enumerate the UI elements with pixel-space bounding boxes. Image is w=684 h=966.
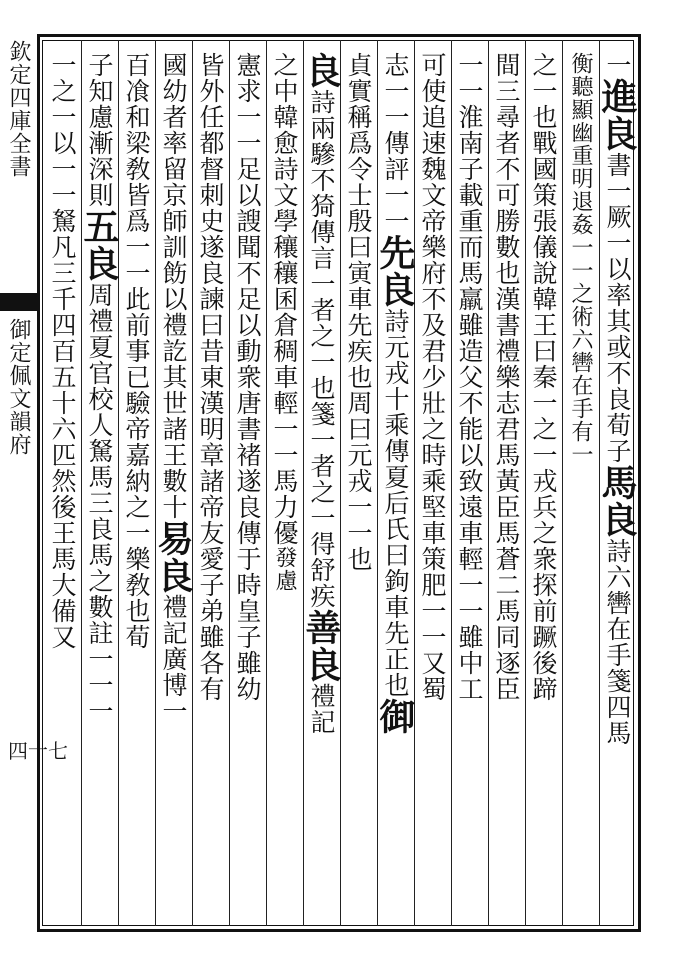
text-segment: 皆外任都督刺史遂良諫曰昔東漢明章諸帝友愛子弟雖各有 [196,52,225,702]
headword: 進良 [596,78,638,152]
book-title: 欽定四庫全書 [6,40,31,178]
headword: 良 [300,52,342,89]
text-segment: 詩六轡在手箋四馬 [603,538,632,746]
text-column [451,52,488,922]
text-column [488,52,525,922]
text-column [525,52,562,922]
column-divider [599,40,600,926]
text-column [414,52,451,922]
fish-tail-mark [0,293,40,311]
headword: 五良 [78,208,120,282]
publisher-label: 御定佩文韻府 [6,318,31,456]
text-segment: 貞實稱爲令士殷曰寅車先疾也周曰元戎一一也 [344,52,373,572]
page-number: 四十七 [8,739,68,763]
text-column [229,52,266,922]
text-segment: 子知慮漸深則 [85,52,114,208]
column-divider [229,40,230,926]
text-segment: 一一淮南子載重而馬羸雖造父不能以致遠車輕一一雖中工 [455,52,484,702]
text-segment: 志一一傳評一一 [381,52,410,234]
text-segment: 可使追速魏文帝樂府不及君少壯之時乘堅車策肥一一又蜀 [418,52,447,702]
text-column [300,52,342,922]
column-divider [192,40,193,926]
text-segment: 禮記廣博一 [159,594,188,724]
column-divider [525,40,526,926]
text-segment: 禮記 [307,683,336,735]
text-column [374,52,416,922]
column-divider [155,40,156,926]
text-segment: 詩兩驂不猗傳言一者之一也箋一者之一得舒疾 [307,89,336,609]
text-segment: 發慮 [272,546,297,592]
text-column [44,52,81,922]
text-segment: 間三尋者不可勝數也漢書禮樂志君馬黃臣馬蒼二馬同逐臣 [492,52,521,702]
text-segment: 一 [603,52,632,78]
column-divider [562,40,563,926]
text-segment: 之一也戰國策張儀說韓王曰秦一之一戎兵之衆探前蹶後蹄 [529,52,558,702]
column-divider [340,40,341,926]
text-segment: 詩元戎十乘傳夏后氏曰鉤車先正也 [381,308,410,698]
text-column [192,52,229,922]
text-segment: 憲求一一足以謏聞不足以動衆唐書褚遂良傳于時皇子雖幼 [233,52,262,702]
text-segment: 國幼者率留京師訓飭以禮訖其世諸王數十 [159,52,188,520]
headword: 先良 [374,234,416,308]
column-divider [118,40,119,926]
column-divider [414,40,415,926]
text-segment: 之中韓愈詩文學穰穰囷倉稠車輕一一馬力優 [270,52,299,546]
text-column [340,52,377,922]
text-column [118,52,155,922]
text-column [152,52,194,922]
column-divider [266,40,267,926]
text-segment: 周禮夏官校人駑馬三良馬之數註一一一 [85,282,114,724]
headword: 御 [374,698,416,735]
column-divider [81,40,82,926]
column-divider [377,40,378,926]
text-column [78,52,120,922]
column-divider [451,40,452,926]
text-column [596,52,638,922]
text-segment: 書一厥一以率其或不良荀子 [603,152,632,464]
text-segment: 一之一以一一駑凡三千四百五十六匹然後王馬大備又 [48,52,77,650]
column-divider [303,40,304,926]
column-divider [488,40,489,926]
text-column [562,52,599,922]
headword: 易良 [152,520,194,594]
headword: 善良 [300,609,342,683]
headword: 馬良 [596,464,638,538]
text-segment: 百飡和梁敎皆爲一一此前事已驗帝嘉納之一樂敎也荀 [122,52,151,650]
text-column [266,52,303,922]
text-segment: 衡聽顯幽重明退姦一一之術六轡在手有一 [568,52,593,466]
